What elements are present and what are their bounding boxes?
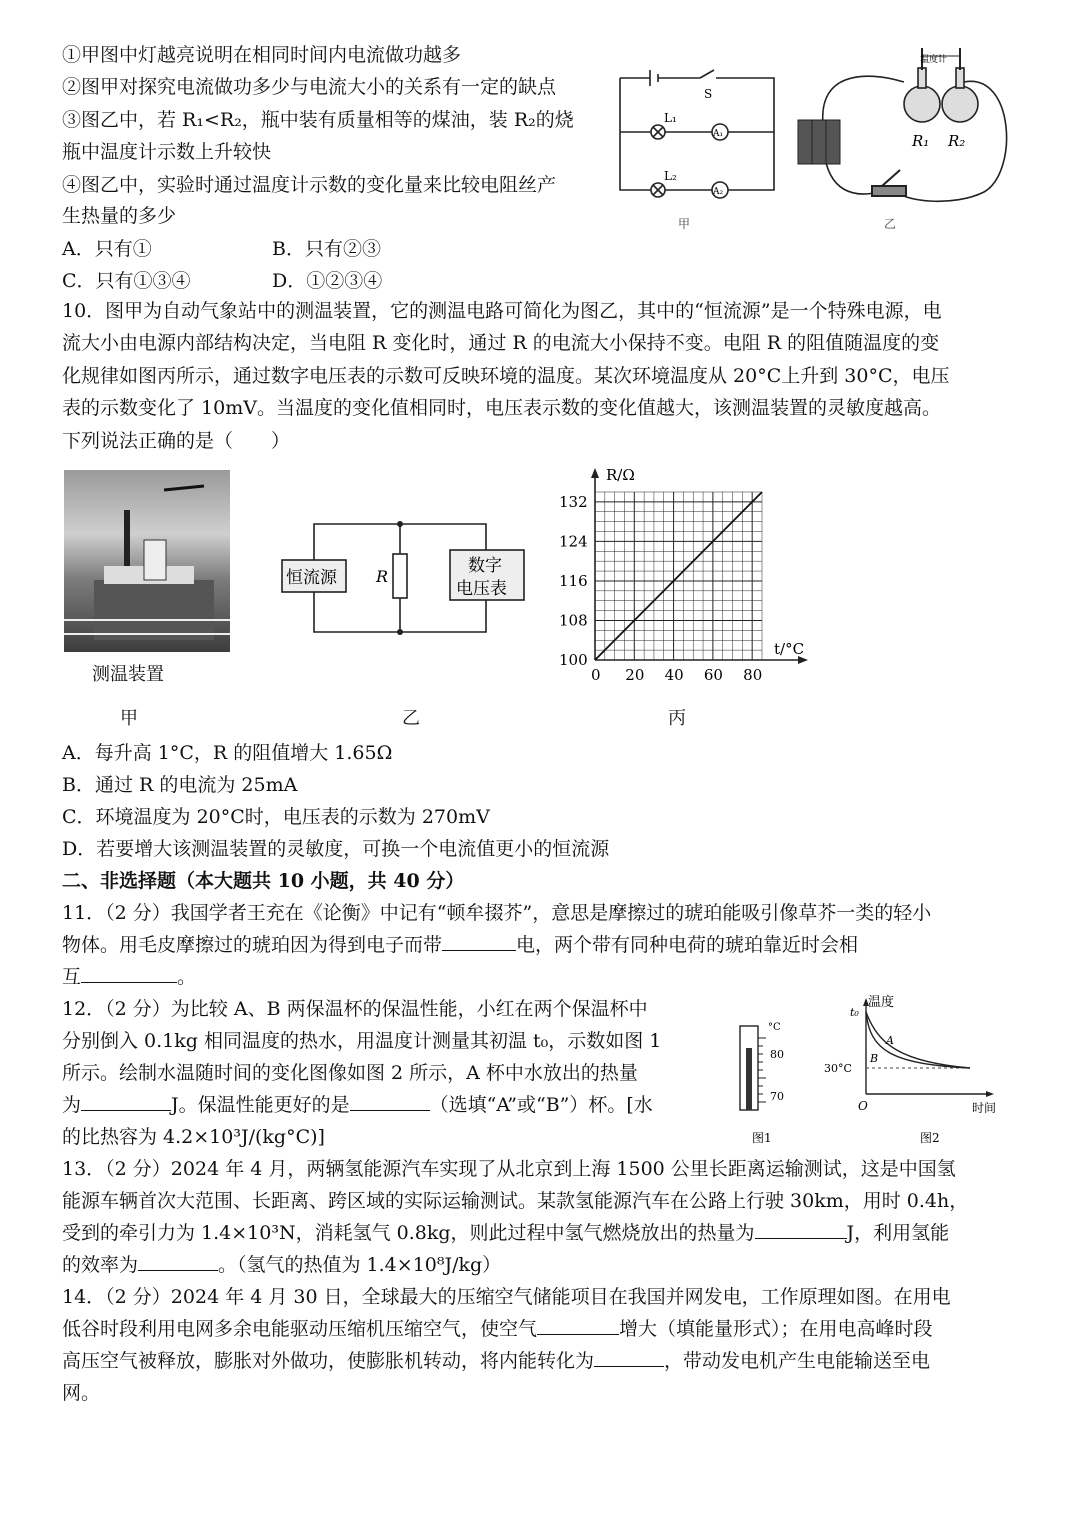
ammeter-2-label: A₂ [713,187,724,197]
q12-line-1: 12．（2 分）为比较 A、B 两保温杯的保温性能，小红在两个保温杯中 [62,998,648,1020]
fig2-label-b: B [870,1052,879,1065]
q11-line-3-a: 互 [62,966,82,988]
q9-statement-4b: 生热量的多少 [62,205,177,227]
q11-line-3 [62,962,196,992]
resistor-r-label: R [376,567,389,586]
fig2-t30: 30°C [824,1062,852,1075]
q10-stem-line-4: 表的示数变化了 10mV。当温度的变化值相同时，电压表示数的变化值越大，该测温装置的灵敏度越高。 [62,397,941,419]
q10-stem-line-1: 10．图甲为自动气象站中的测温装置，它的测温电路可简化为图乙，其中的“恒流源”是一个特殊电源，电 [62,300,942,322]
q14-blank-1[interactable] [537,1314,619,1335]
q14-line-2-a: 低谷时段利用电网多余电能驱动压缩机压缩空气，使空气 [62,1318,538,1340]
switch-label: S [704,87,713,101]
resistance-temperature-chart [552,462,814,688]
q11-line-1: 11．（2 分）我国学者王充在《论衡》中记有“顿牟掇芥”，意思是摩擦过的琥珀能吸引像草芥一类的轻小 [62,902,932,924]
q13-line-1: 13．（2 分）2024 年 4 月，两辆氢能源汽车实现了从北京到上海 1500 公里长距离运输测试，这是中国氢 [62,1158,956,1180]
x-axis-label: t/°C [774,640,805,658]
q12-blank-2[interactable] [350,1090,430,1111]
q10-stem-line-5: 下列说法正确的是（ ） [62,430,291,452]
q11-line-2-b: 电，两个带有同种电荷的琥珀靠近时会相 [516,934,859,956]
r2-label: R₂ [948,132,966,150]
q14-line-2 [62,1314,933,1344]
series-line-r [595,492,762,660]
weather-station-photo [64,470,230,652]
q10-option-b: B．通过 R 的电流为 25mA [62,774,298,796]
x-tick-label: 20 [625,666,645,684]
q9-option-d: D．①②③④ [272,270,383,292]
q13-blank-1[interactable] [755,1218,847,1239]
lamp-1-label: L₁ [664,111,677,125]
q13-line-4 [62,1250,501,1280]
q9-statement-1: ①甲图中灯越亮说明在相同时间内电流做功越多 [62,44,462,66]
q13-line-3 [62,1218,949,1248]
q9-figure-jia-circuit [612,66,782,236]
x-tick-label: 80 [743,666,763,684]
q9-statement-4a: ④图乙中，实验时通过温度计示数的变化量来比较电阻丝产 [62,174,557,196]
photo-caption: 测温装置 [92,664,164,685]
q11-line-2-a: 物体。用毛皮摩擦过的琥珀因为得到电子而带 [62,934,443,956]
q14-line-1: 14．（2 分）2024 年 4 月 30 日，全球最大的压缩空气储能项目在我国并网发电，工作原理如图。在用电 [62,1286,951,1308]
q10-stem-line-3: 化规律如图丙所示，通过数字电压表的示数可反映环境的温度。某次环境温度从 20°C上升到 30°C，电压 [62,365,950,387]
q10-stem-line-2: 流大小由电源内部结构决定，当电阻 R 变化时，通过 R 的电流大小保持不变。电阻 R 的阻值随温度的变 [62,332,940,354]
x-tick-label: 60 [703,666,723,684]
q13-line-2: 能源车辆首次大范围、长距离、跨区域的实际运输测试。某款氢能源汽车在公路上行驶 30km，用时 0.4h， [62,1190,969,1212]
q14-blank-2[interactable] [594,1346,664,1367]
q11-blank-2[interactable] [81,962,177,983]
ammeter-1-label: A₁ [713,129,724,139]
q9-statement-3b: 瓶中温度计示数上升较快 [62,141,272,163]
q14-line-2-b: 增大（填能量形式）；在用电高峰时段 [619,1318,933,1340]
fig2-origin: O [858,1099,868,1113]
q11-line-3-b: 。 [177,966,197,988]
q10-option-d: D．若要增大该测温装置的灵敏度，可换一个电流值更小的恒流源 [62,838,610,860]
y-axis-label: R/Ω [606,466,635,484]
q9-option-c: C．只有①③④ [62,270,191,292]
q12-figure-2-cooling-graph [820,990,1020,1150]
digital-voltmeter-line-2: 电压表 [456,579,507,599]
y-tick-label: 124 [559,532,588,551]
q13-blank-2[interactable] [138,1250,218,1271]
q14-line-3-a: 高压空气被释放，膨胀对外做功，使膨胀机转动，将内能转化为 [62,1350,595,1372]
fig2-ylabel: 温度 [868,995,895,1010]
fig1-tick-80: 80 [770,1048,784,1061]
q9-figure-yi-apparatus [784,42,1024,238]
q13-line-3-b: J，利用氢能 [846,1222,950,1244]
q12-line-4-a: 为 [62,1094,82,1116]
q10-option-c: C．环境温度为 20°C时，电压表的示数为 270mV [62,806,490,828]
y-tick-label: 116 [559,571,588,590]
q12-line-5: 的比热容为 4.2×10³J/(kg°C)] [62,1126,325,1148]
lamp-2-label: L₂ [664,169,677,183]
q12-line-4-b: J。保温性能更好的是 [171,1094,350,1116]
q12-line-3: 所示。绘制水温随时间的变化图像如图 2 所示，A 杯中水放出的热量 [62,1062,638,1084]
constant-current-source: 恒流源 [286,568,337,588]
q11-blank-1[interactable] [442,930,516,951]
y-axis-arrow [591,468,599,478]
fig2-caption: 图2 [920,1131,940,1145]
q14-line-4: 网。 [62,1382,101,1404]
thermometer-label: 温度计 [920,55,948,65]
q12-line-4 [62,1090,653,1120]
y-tick-label: 100 [559,651,588,669]
fig1-unit: °C [768,1022,781,1033]
q10-caption-yi: 乙 [402,708,420,729]
q9-option-b: B．只有②③ [272,238,381,260]
q10-caption-bing: 丙 [668,708,686,729]
q9-option-a: A．只有① [62,238,152,260]
q13-line-4-b: 。（氢气的热值为 1.4×10⁸J/kg） [218,1254,502,1276]
x-tick-label: 0 [591,666,601,684]
q9-statement-3a: ③图乙中，若 R₁<R₂，瓶中装有质量相等的煤油，装 R₂的烧 [62,109,574,131]
figure-caption-yi: 乙 [884,217,897,231]
r1-label: R₁ [912,132,930,150]
figure-caption-jia: 甲 [678,217,691,231]
q14-line-3 [62,1346,930,1376]
q13-line-3-a: 受到的牵引力为 1.4×10³N，消耗氢气 0.8kg，则此过程中氢气燃烧放出的热量为 [62,1222,755,1244]
q11-line-2 [62,930,858,960]
fig2-label-a: A [886,1034,894,1047]
q12-line-4-c: （选填“A”或“B”）杯。[水 [429,1094,653,1116]
fig2-xlabel: 时间 [972,1101,997,1115]
x-tick-label: 40 [664,666,684,684]
q14-line-3-b: ，带动发电机产生电能输送至电 [664,1350,931,1372]
q9-statement-2: ②图甲对探究电流做功多少与电流大小的关系有一定的缺点 [62,76,557,98]
section-2-heading: 二、非选择题（本大题共 10 小题，共 40 分） [62,870,465,892]
fig1-caption: 图1 [752,1131,772,1145]
fig2-t0: t₀ [850,1006,859,1019]
q10-caption-jia: 甲 [120,708,138,729]
q12-figure-1-thermometer [730,1018,800,1148]
q13-line-4-a: 的效率为 [62,1254,139,1276]
y-tick-label: 132 [559,492,588,511]
y-tick-label: 108 [559,611,588,630]
q12-line-2: 分别倒入 0.1kg 相同温度的热水，用温度计测量其初温 t₀，示数如图 1 [62,1030,662,1052]
q10-figure-yi-circuit [270,516,530,646]
q10-option-a: A．每升高 1°C，R 的阻值增大 1.65Ω [62,742,393,764]
digital-voltmeter-line-1: 数字 [468,556,502,576]
q12-blank-1[interactable] [81,1090,171,1111]
fig1-tick-70: 70 [770,1090,784,1103]
curve-a [866,1012,970,1068]
